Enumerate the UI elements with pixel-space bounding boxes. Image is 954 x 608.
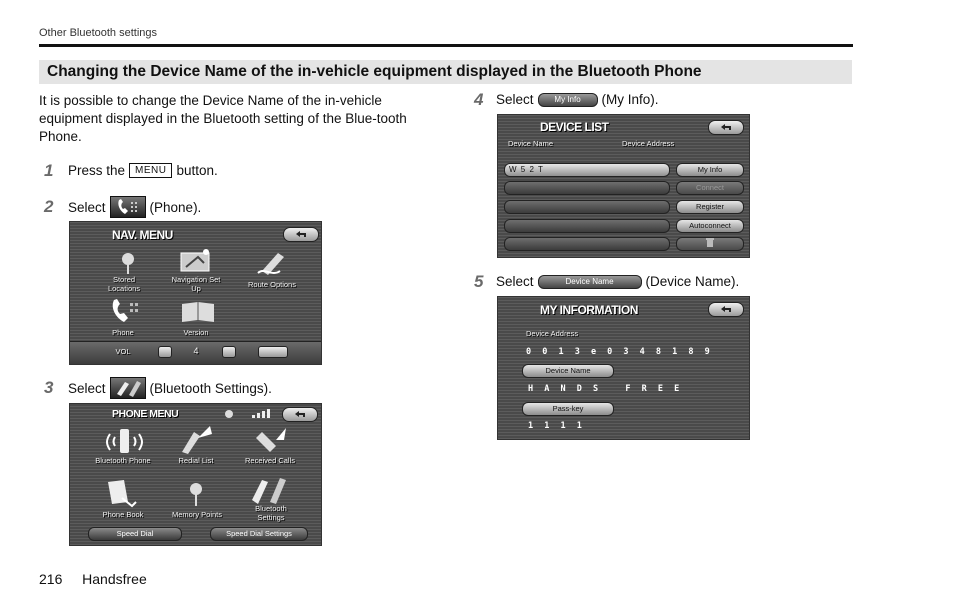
stored-locations-icon[interactable] <box>110 251 146 275</box>
trash-icon <box>705 238 715 247</box>
step-4-text <box>496 92 659 107</box>
register-button[interactable]: Register <box>676 200 744 214</box>
volume-down-button[interactable] <box>158 346 172 358</box>
my-information-screen <box>497 296 750 440</box>
step-2-post: (Phone). <box>149 199 202 215</box>
pass-key-button[interactable]: Pass-key <box>522 402 614 416</box>
step-2-text <box>68 196 201 218</box>
navigation-setup-icon[interactable] <box>176 247 216 275</box>
delete-button[interactable] <box>676 237 744 251</box>
section-label: Other Bluetooth settings <box>39 27 158 39</box>
device-row-empty[interactable] <box>504 237 670 251</box>
my-information-title: MY INFORMATION <box>540 303 638 317</box>
step-3 <box>44 378 53 398</box>
device-list-screen <box>497 114 750 258</box>
header-rule <box>39 44 853 47</box>
phone-item-phone-book[interactable]: Phone Book <box>102 510 144 519</box>
device-name-button[interactable]: Device Name <box>522 364 614 378</box>
intro-paragraph: It is possible to change the Device Name of the in-vehicle equipment displayed in the Bluetooth setting of the Blue-tooth Phone. <box>39 93 407 144</box>
mute-button[interactable] <box>258 346 288 358</box>
step-1-post: button. <box>176 163 218 178</box>
bluetooth-settings-icon <box>110 377 146 399</box>
autoconnect-button[interactable]: Autoconnect <box>676 219 744 233</box>
nav-item-stored-locations[interactable]: Stored Locations <box>107 275 141 293</box>
nav-item-route-options[interactable]: Route Options <box>248 280 296 289</box>
step-5-post: (Device Name). <box>645 274 740 289</box>
connect-button[interactable]: Connect <box>676 181 744 195</box>
step-5-number: 5 <box>474 272 484 291</box>
my-info-button-icon: My Info <box>538 93 598 107</box>
step-1-pre: Press the <box>68 163 126 178</box>
nav-item-phone[interactable]: Phone <box>112 328 134 337</box>
nav-menu-title: NAV. MENU <box>112 228 173 242</box>
step-2 <box>44 197 53 217</box>
nav-item-navigation-setup[interactable]: Navigation Set Up <box>171 275 221 293</box>
device-address-label: Device Address <box>526 329 579 338</box>
nav-menu-screen <box>69 221 322 365</box>
step-2-number: 2 <box>44 197 54 216</box>
back-button[interactable] <box>708 120 744 135</box>
step-2-pre: Select <box>68 199 106 215</box>
step-1 <box>44 161 53 181</box>
device-row-selected[interactable] <box>504 163 670 177</box>
device-row-empty[interactable] <box>504 200 670 214</box>
step-5 <box>474 272 483 292</box>
phone-menu-icon[interactable] <box>106 298 142 326</box>
device-address-column: Device Address <box>622 139 675 148</box>
bluetooth-status-icon <box>222 409 236 419</box>
step-4-post: (My Info). <box>601 92 659 107</box>
phone-item-bluetooth-phone[interactable]: Bluetooth Phone <box>95 456 151 465</box>
step-3-number: 3 <box>44 378 54 397</box>
phone-item-memory-points[interactable]: Memory Points <box>171 510 222 519</box>
menu-key-icon: MENU <box>129 163 172 178</box>
nav-item-version[interactable]: Version <box>183 328 209 337</box>
route-options-icon[interactable] <box>254 247 294 277</box>
volume-label: VOL <box>115 347 131 356</box>
step-4 <box>474 90 483 110</box>
bluetooth-settings-menu-icon[interactable] <box>246 474 294 506</box>
step-5-text <box>496 274 739 289</box>
phone-menu-screen <box>69 403 322 546</box>
phone-menu-title: PHONE MENU <box>112 408 179 420</box>
device-row-empty[interactable] <box>504 219 670 233</box>
phone-icon <box>110 196 146 218</box>
volume-value: 4 <box>193 346 199 356</box>
phone-item-bluetooth-settings[interactable]: Bluetooth Settings <box>255 504 287 522</box>
step-3-text <box>68 377 272 399</box>
step-1-number: 1 <box>44 161 54 180</box>
device-list-title: DEVICE LIST <box>540 120 609 134</box>
step-5-pre: Select <box>496 274 534 289</box>
my-info-button[interactable]: My Info <box>676 163 744 177</box>
device-address-value: 0 0 1 3 e 0 3 4 8 1 8 9 <box>526 347 713 357</box>
signal-strength-icon <box>250 409 274 419</box>
back-button[interactable] <box>283 227 319 242</box>
bluetooth-phone-icon[interactable] <box>102 426 146 456</box>
device-name-value: H A N D S F R E E <box>528 384 683 394</box>
redial-list-icon[interactable] <box>176 424 216 456</box>
speed-dial-settings-button[interactable]: Speed Dial Settings <box>210 527 308 541</box>
received-calls-icon[interactable] <box>250 424 290 456</box>
step-4-pre: Select <box>496 92 534 107</box>
page-number: 216 <box>39 571 63 587</box>
memory-points-icon[interactable] <box>178 480 214 508</box>
footer <box>39 571 147 587</box>
page-heading: Changing the Device Name of the in-vehicle equipment displayed in the Bluetooth Phone <box>47 63 702 80</box>
pass-key-value: 1 1 1 1 <box>528 421 585 431</box>
device-row-empty[interactable] <box>504 181 670 195</box>
device-row-name: W 5 2 T <box>509 165 544 174</box>
version-icon[interactable] <box>178 298 218 326</box>
step-4-number: 4 <box>474 90 484 109</box>
device-name-button-icon: Device Name <box>538 275 642 289</box>
step-3-post: (Bluetooth Settings). <box>149 380 272 396</box>
back-button[interactable] <box>708 302 744 317</box>
back-button[interactable] <box>282 407 318 422</box>
phone-item-redial-list[interactable]: Redial List <box>178 456 214 465</box>
phone-item-received-calls[interactable]: Received Calls <box>244 456 296 465</box>
phone-book-icon[interactable] <box>102 478 142 508</box>
footer-section: Handsfree <box>82 571 147 587</box>
volume-up-button[interactable] <box>222 346 236 358</box>
step-3-pre: Select <box>68 380 106 396</box>
speed-dial-button[interactable]: Speed Dial <box>88 527 182 541</box>
device-name-column: Device Name <box>508 139 554 148</box>
step-1-text <box>68 163 218 178</box>
